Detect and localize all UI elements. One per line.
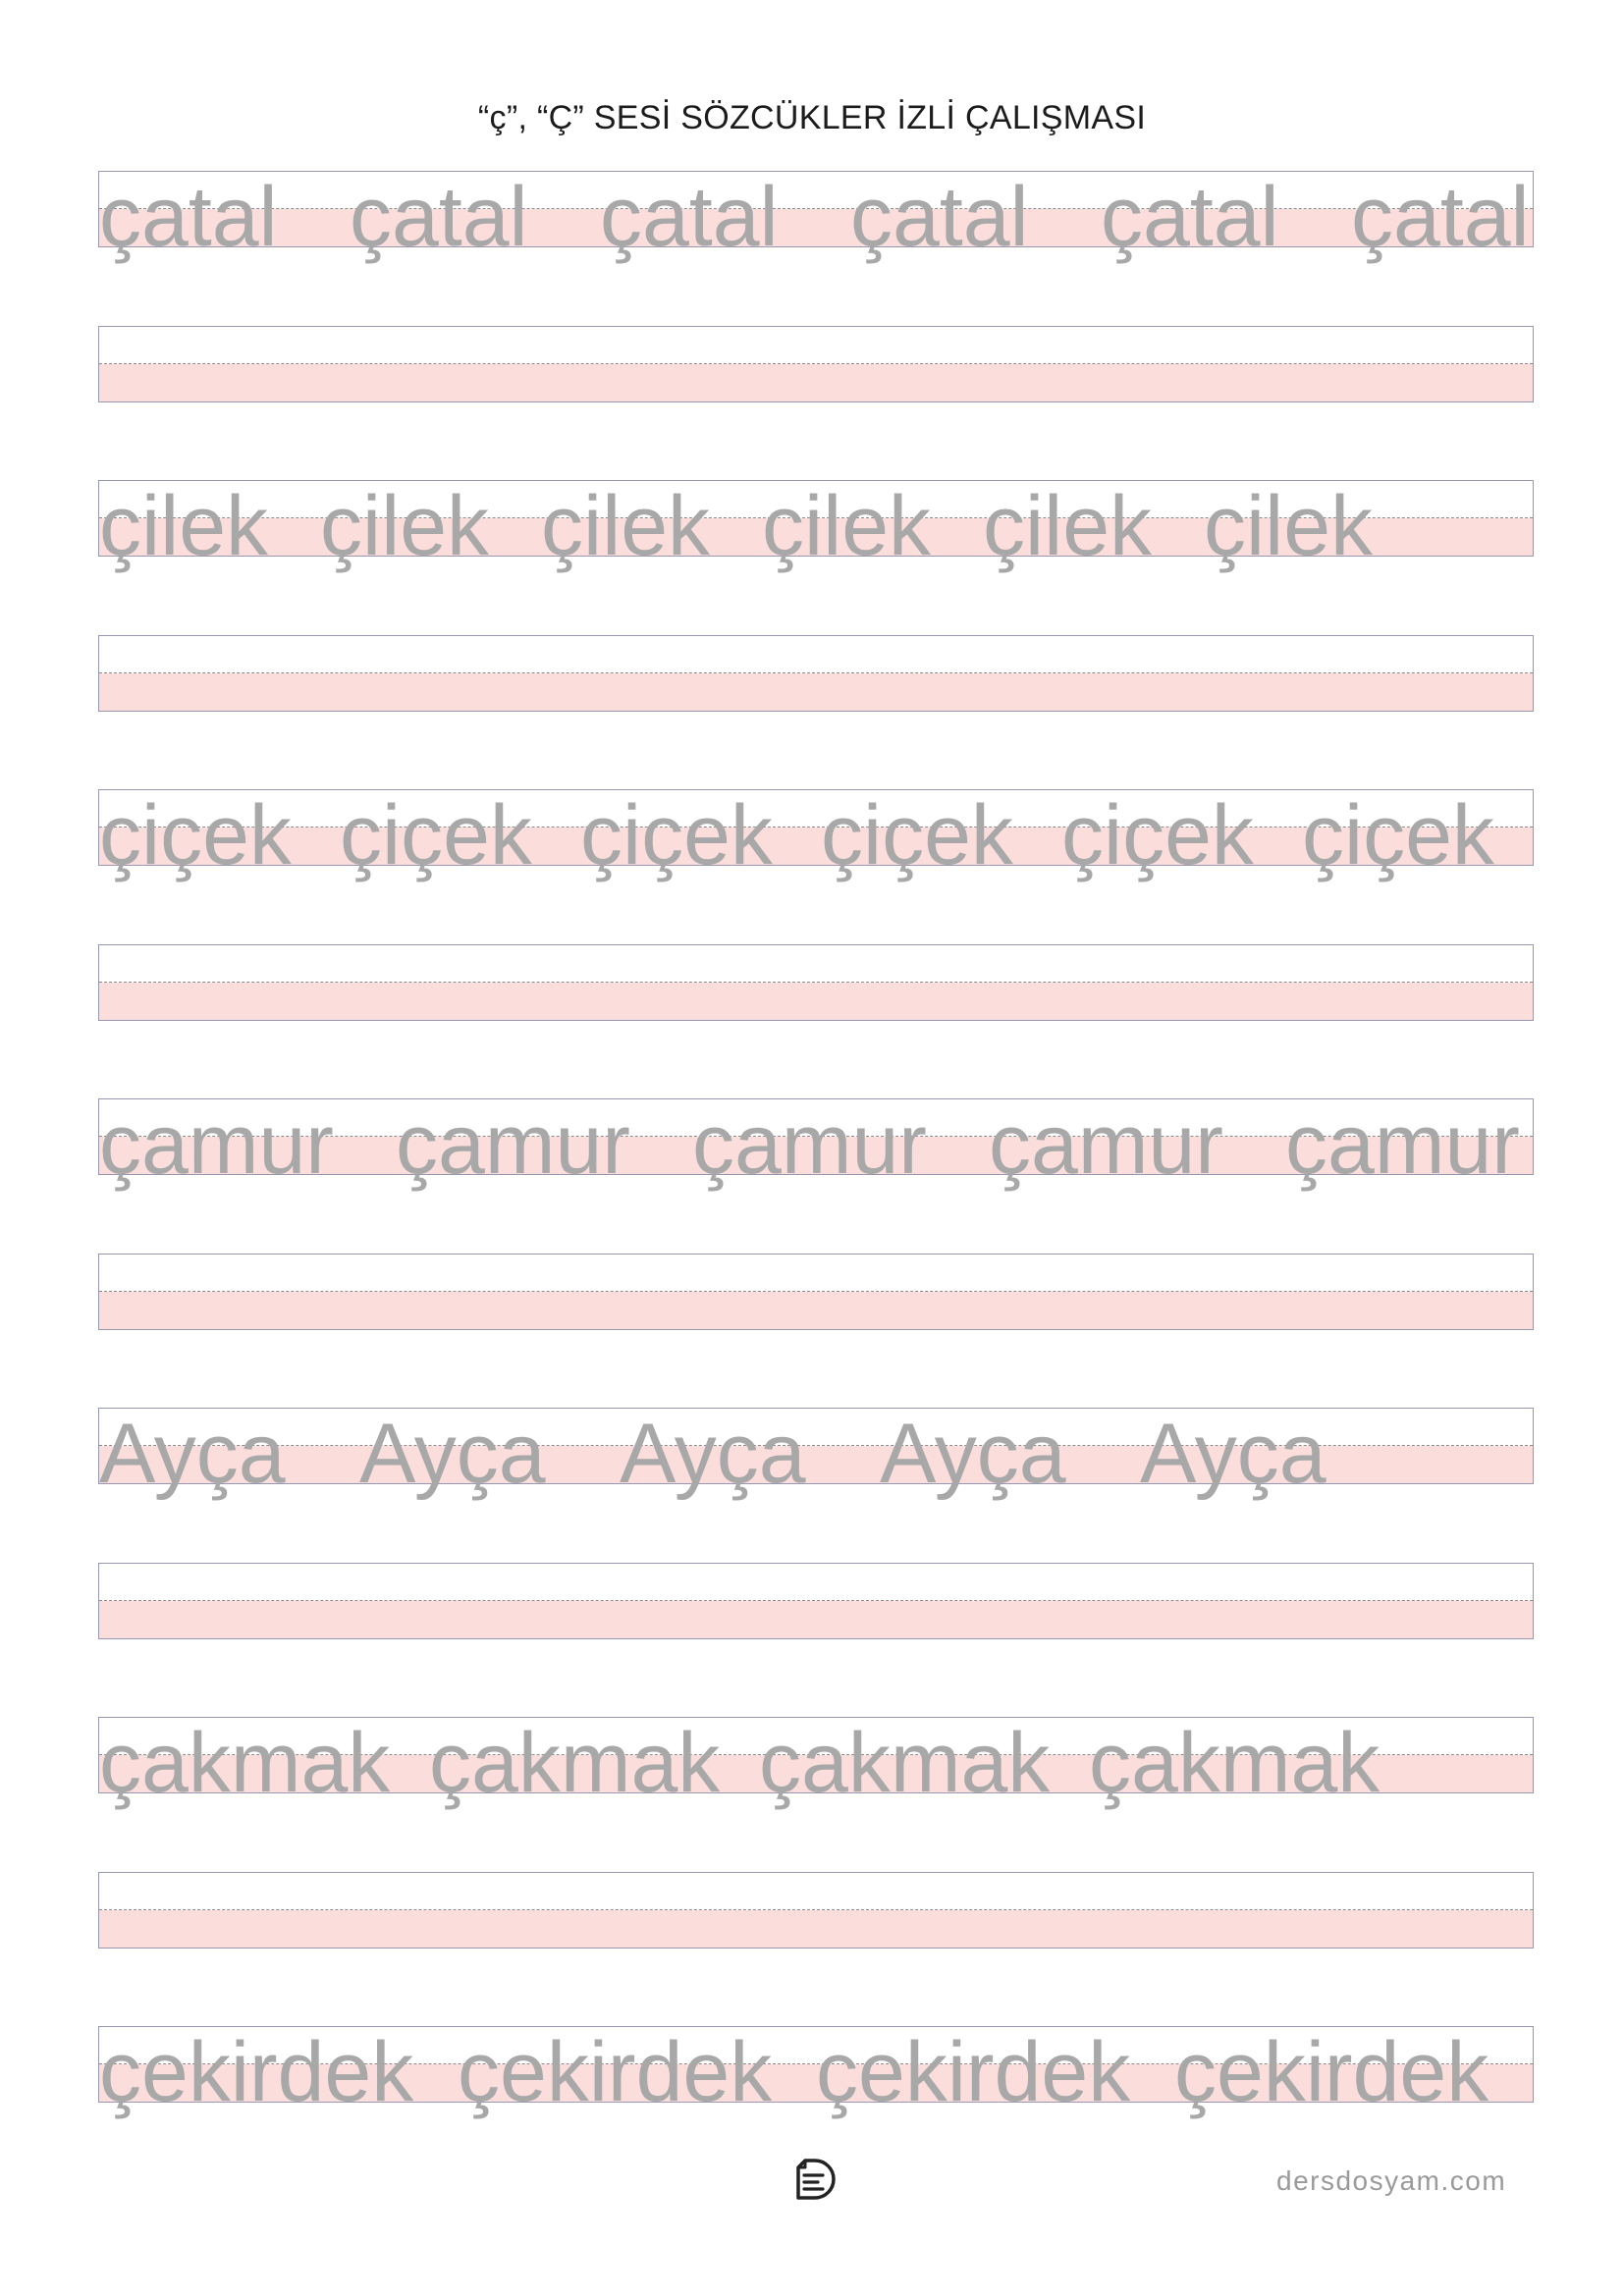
trace-row	[98, 479, 1534, 573]
trace-word: çatal	[99, 170, 278, 264]
trace-word: çamur	[989, 1097, 1223, 1192]
trace-word: Ayça	[880, 1407, 1066, 1501]
trace-word: çamur	[1285, 1097, 1520, 1192]
trace-words	[99, 2025, 1489, 2119]
trace-words	[99, 1097, 1520, 1192]
trace-word: çamur	[396, 1097, 630, 1192]
dersdosyam-logo-icon	[791, 2156, 839, 2203]
trace-words	[99, 788, 1494, 882]
trace-word: Ayça	[620, 1407, 806, 1501]
trace-word: çiçek	[580, 788, 773, 882]
trace-word: Ayça	[359, 1407, 546, 1501]
practice-row	[98, 1872, 1534, 1949]
trace-word: çiçek	[340, 788, 532, 882]
trace-words	[99, 170, 1530, 264]
trace-word: çiçek	[1302, 788, 1494, 882]
trace-word: Ayça	[1140, 1407, 1326, 1501]
trace-word: çilek	[983, 479, 1153, 573]
trace-word: çakmak	[99, 1716, 391, 1810]
trace-word: çatal	[600, 170, 779, 264]
trace-word: çakmak	[1089, 1716, 1380, 1810]
practice-row	[98, 1254, 1534, 1330]
trace-word: çekirdek	[99, 2025, 414, 2119]
trace-row	[98, 2025, 1534, 2119]
trace-word: çekirdek	[1174, 2025, 1489, 2119]
trace-word: çatal	[850, 170, 1029, 264]
practice-row	[98, 326, 1534, 402]
trace-word: çilek	[541, 479, 711, 573]
trace-row	[98, 788, 1534, 882]
trace-words	[99, 479, 1374, 573]
trace-word: çiçek	[821, 788, 1013, 882]
trace-word: çekirdek	[458, 2025, 773, 2119]
practice-row	[98, 635, 1534, 712]
trace-row	[98, 1407, 1534, 1501]
trace-row	[98, 1097, 1534, 1192]
trace-words	[99, 1407, 1326, 1501]
trace-word: çatal	[1351, 170, 1530, 264]
practice-row	[98, 944, 1534, 1021]
trace-word: çamur	[99, 1097, 334, 1192]
trace-word: çekirdek	[816, 2025, 1131, 2119]
practice-row	[98, 1563, 1534, 1639]
writing-bands	[98, 170, 1534, 2119]
trace-row	[98, 170, 1534, 264]
trace-word: çatal	[350, 170, 528, 264]
trace-word: çakmak	[759, 1716, 1051, 1810]
trace-word: çiçek	[99, 788, 292, 882]
trace-word: çilek	[320, 479, 490, 573]
trace-word: çilek	[762, 479, 932, 573]
site-url: dersdosyam.com	[1276, 2165, 1507, 2196]
worksheet-title: “ç”, “Ç” SESİ SÖZCÜKLER İZLİ ÇALIŞMASI	[477, 99, 1147, 136]
trace-word: çiçek	[1061, 788, 1254, 882]
trace-word: çakmak	[429, 1716, 721, 1810]
trace-word: çilek	[1204, 479, 1374, 573]
trace-words	[99, 1716, 1380, 1810]
trace-row	[98, 1716, 1534, 1810]
trace-word: çamur	[692, 1097, 927, 1192]
trace-word: çatal	[1101, 170, 1279, 264]
trace-word: Ayça	[99, 1407, 286, 1501]
trace-word: çilek	[99, 479, 269, 573]
